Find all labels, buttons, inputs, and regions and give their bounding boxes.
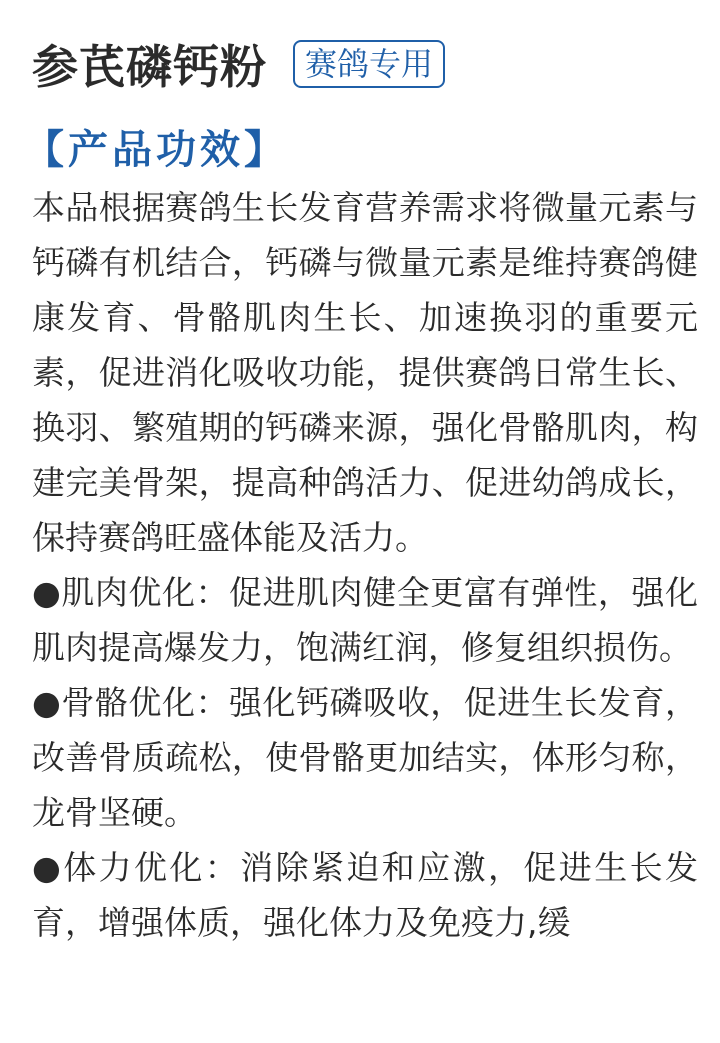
stamina-benefit-paragraph: ●体力优化：消除紧迫和应激，促进生长发育，增强体质，强化体力及免疫力,缓 xyxy=(32,848,698,942)
section-title-product-efficacy: 【产品功效】 xyxy=(24,127,288,173)
intro-paragraph: 本品根据赛鸽生长发育营养需求将微量元素与钙磷有机结合，钙磷与微量元素是维持赛鸽健康发育、骨骼肌肉生长、加速换羽的重要元素，促进消化吸收功能，提供赛鸽日常生长、换羽、繁殖期的钙磷来源，强化骨骼肌肉，构建完美骨架，提高种鸽活力、促进幼鸽成长，保持赛鸽旺盛体能及活力。 xyxy=(32,188,698,557)
muscle-benefit-paragraph: ●肌肉优化：促进肌肉健全更富有弹性，强化肌肉提高爆发力，饱满红润，修复组织损伤。 xyxy=(32,573,698,667)
bone-benefit-paragraph: ●骨骼优化：强化钙磷吸收，促进生长发育，改善骨质疏松，使骨骼更加结实，体形匀称，龙骨坚硬。 xyxy=(32,683,698,832)
product-title: 参芪磷钙粉 xyxy=(32,40,267,94)
racing-pigeon-badge: 赛鸽专用 xyxy=(293,40,445,88)
header xyxy=(32,34,445,94)
product-description xyxy=(32,180,698,950)
